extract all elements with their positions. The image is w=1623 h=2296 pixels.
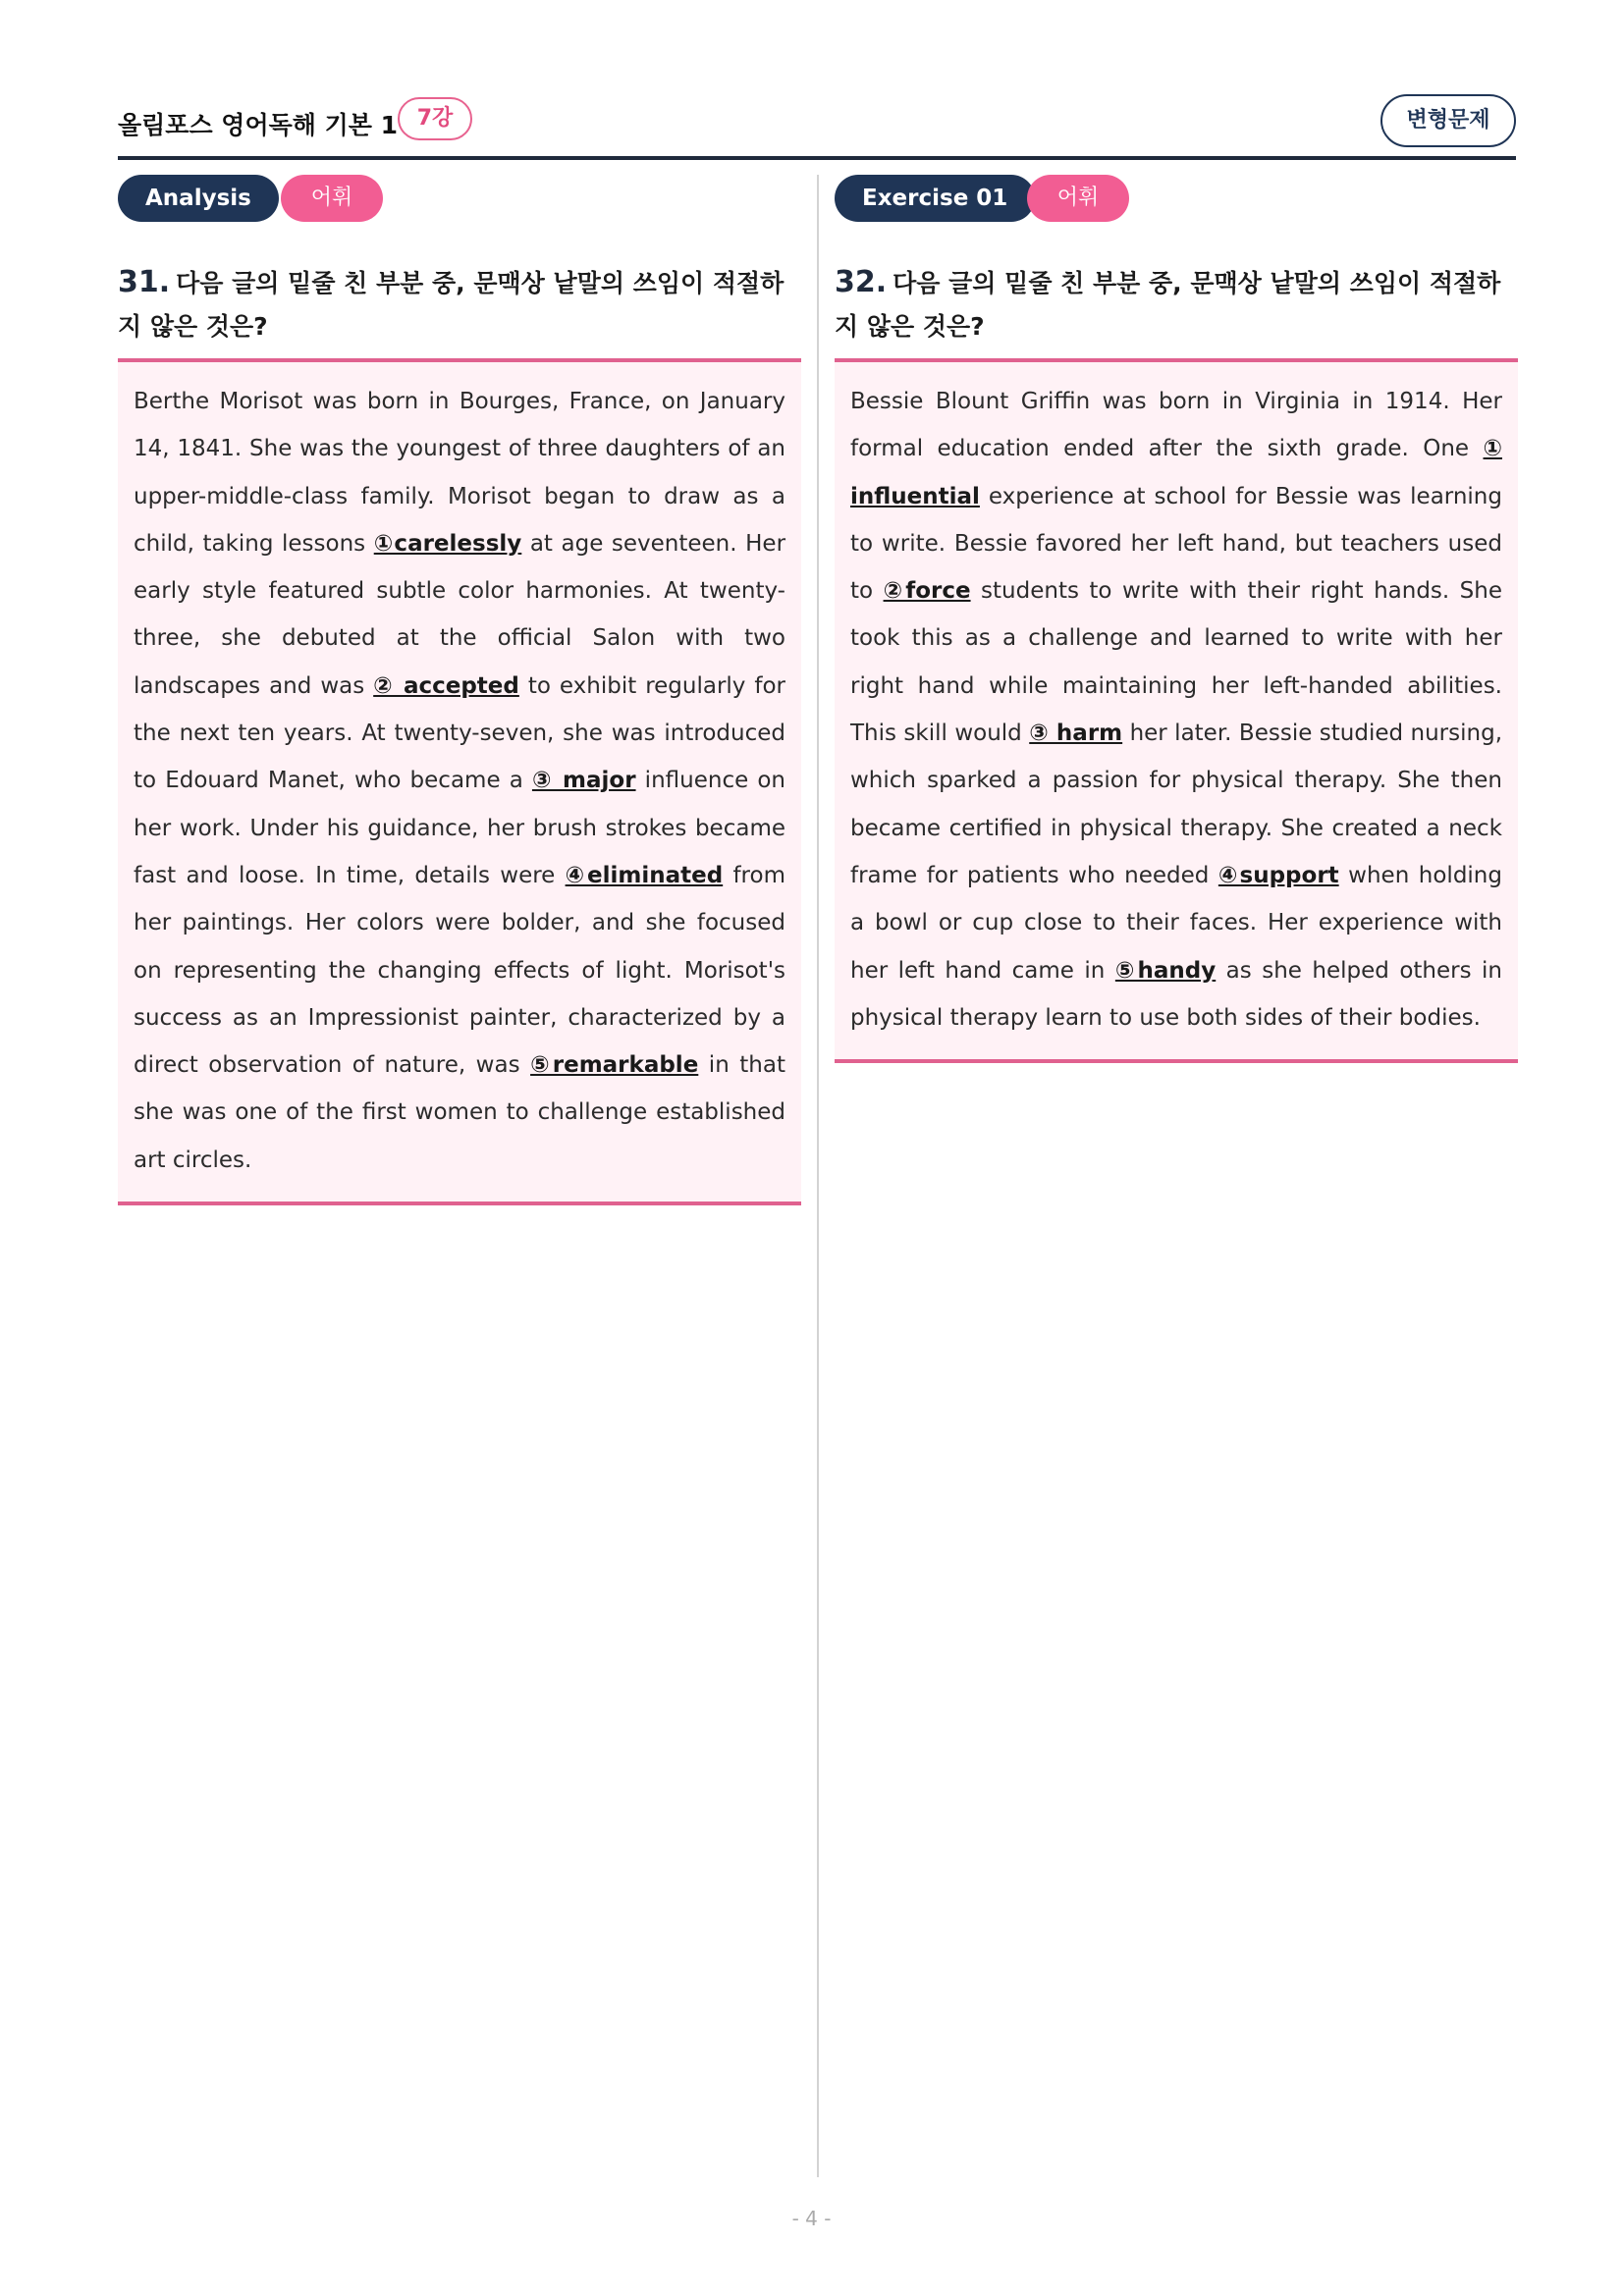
underlined-word-5: ⑤handy <box>1114 957 1217 984</box>
passage-text: when holding a bowl or cup close to their faces. Her experience with her left hand came in <box>850 862 1502 984</box>
exercise-tag: Exercise 01 <box>835 175 1035 222</box>
passage-text: as she helped others in physical therapy learn to use both sides of their bodies. <box>850 957 1502 1031</box>
passage-text: from her paintings. Her colors were bolder, and she focused on representing the changing effects of light. Morisot's success as an Impressionist painter, characterized by a direct observation of nature, was <box>134 862 785 1079</box>
passage-text: influence on her work. Under his guidance, her brush strokes became fast and loose. In time, details were <box>134 768 786 888</box>
book-title: 올림포스 영어독해 기본 1 <box>118 111 399 139</box>
left-column <box>118 175 801 1205</box>
underlined-word-4: ④eliminated <box>565 862 724 888</box>
underlined-word-2: ②force <box>883 578 971 605</box>
passage-32 <box>835 362 1518 1059</box>
passage-text: Berthe Morisot was born in Bourges, France, on January 14, 1841. She was the youngest of three daughters of an upper-middle-class family. Morisot began to draw as a child, taking lessons <box>134 389 785 557</box>
vocab-tag: 어휘 <box>1027 175 1129 222</box>
passage-rule <box>118 1201 801 1205</box>
page-header <box>118 94 1516 159</box>
question-32-title <box>835 261 1518 348</box>
page-number: - 4 - <box>791 2207 832 2230</box>
header-rule <box>118 156 1516 160</box>
passage-text: in that she was one of the first women to challenge established art circles. <box>134 1052 785 1173</box>
right-column <box>835 175 1518 1063</box>
underlined-word-4: ④support <box>1217 862 1339 888</box>
variant-badge: 변형문제 <box>1380 94 1516 147</box>
question-31-title <box>118 261 801 348</box>
passage-text: at age seventeen. Her early style featured subtle color harmonies. At twenty-three, she debuted at the official Salon with two landscapes and was <box>134 530 786 699</box>
passage-text: Bessie Blount Griffin was born in Virginia in 1914. Her formal education ended after the sixth grade. One <box>850 389 1502 462</box>
vocab-tag: 어휘 <box>281 175 383 222</box>
right-tags <box>835 175 1518 222</box>
question-text: 다음 글의 밑줄 친 부분 중, 문맥상 낱말의 쓰임이 적절하지 않은 것은? <box>835 269 1501 341</box>
left-tags <box>118 175 801 222</box>
passage-31 <box>118 362 801 1201</box>
underlined-word-3: ③ harm <box>1029 721 1123 747</box>
analysis-tag: Analysis <box>118 175 279 222</box>
underlined-word-1: ① influential <box>850 436 1502 509</box>
question-number: 32. <box>835 265 888 299</box>
underlined-word-1: ①carelessly <box>373 530 522 557</box>
lesson-badge: 7강 <box>398 97 472 140</box>
underlined-word-5: ⑤remarkable <box>530 1052 699 1079</box>
passage-text: her later. Bessie studied nursing, which sparked a passion for physical therapy. She then became certified in physical therapy. She created a neck frame for patients who needed <box>850 721 1502 888</box>
passage-text: students to write with their right hands. She took this as a challenge and learned to write with her right hand while maintaining her left-handed abilities. This skill would <box>850 578 1502 747</box>
passage-rule <box>835 1059 1518 1063</box>
passage-text: experience at school for Bessie was learning to write. Bessie favored her left hand, but teachers used to <box>850 483 1502 605</box>
question-text: 다음 글의 밑줄 친 부분 중, 문맥상 낱말의 쓰임이 적절하지 않은 것은? <box>118 269 784 341</box>
question-number: 31. <box>118 265 171 299</box>
passage-text: to exhibit regularly for the next ten years. At twenty-seven, she was introduced to Edouard Manet, who became a <box>134 672 785 794</box>
column-divider <box>817 175 819 2177</box>
underlined-word-3: ③ major <box>531 768 636 794</box>
underlined-word-2: ② accepted <box>373 672 519 699</box>
